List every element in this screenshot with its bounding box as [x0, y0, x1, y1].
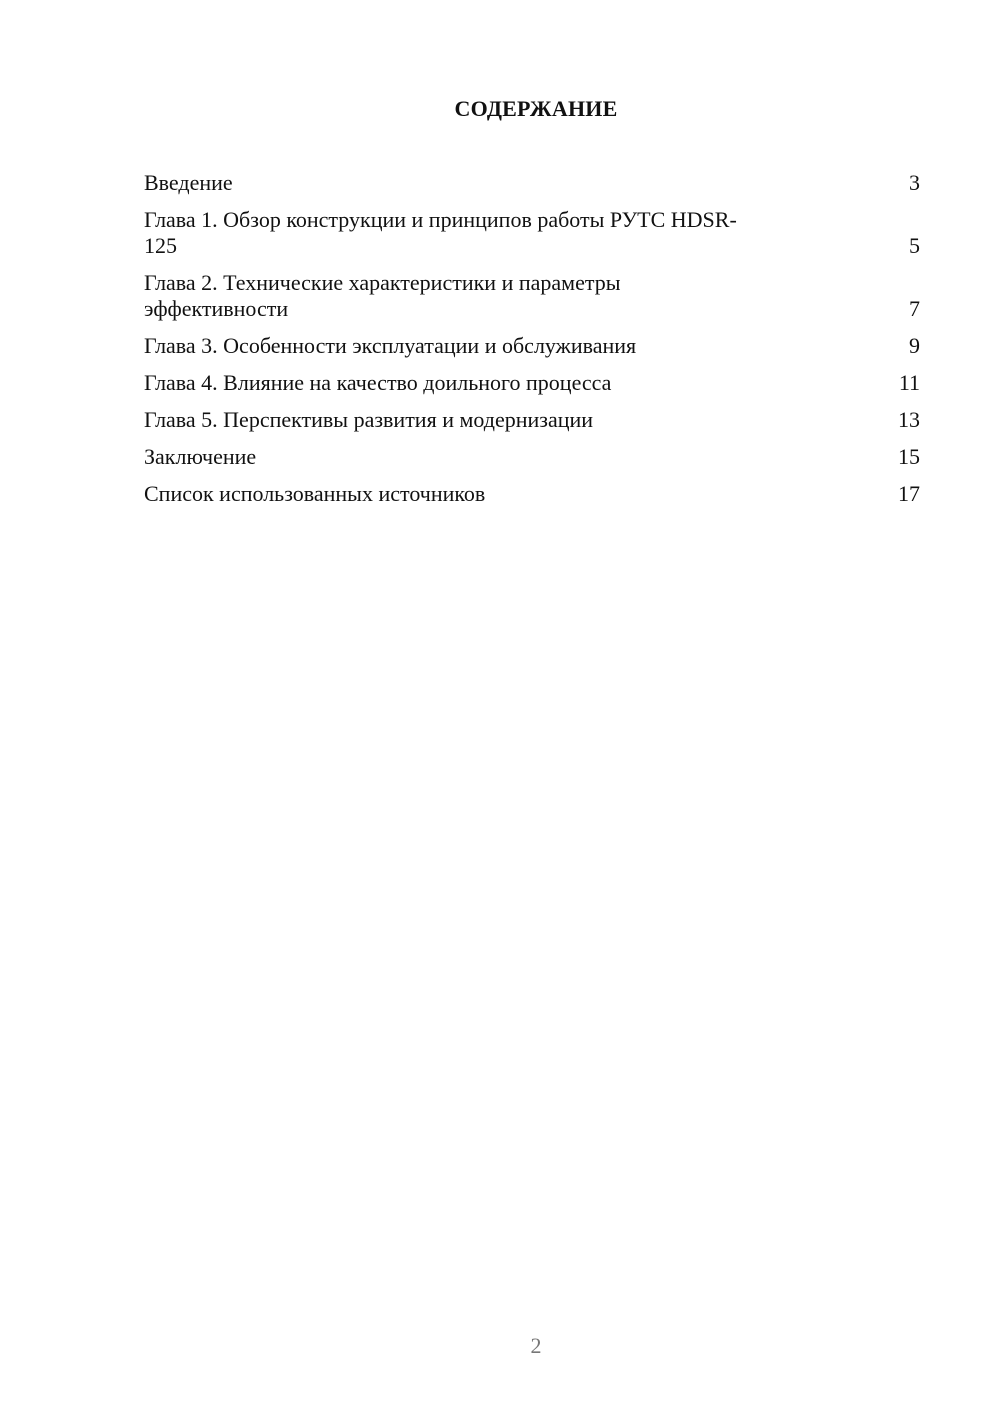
- toc-entry-page: 15: [898, 444, 920, 469]
- table-of-contents: [144, 170, 920, 518]
- toc-entry-references: [144, 481, 920, 507]
- toc-entry-page: 13: [898, 407, 920, 432]
- toc-entry-label: Глава 4. Влияние на качество доильного процесса: [144, 370, 612, 395]
- toc-entry-introduction: [144, 170, 920, 196]
- toc-entry-label: Глава 2. Технические характеристики и параметры эффективности: [144, 270, 621, 321]
- toc-entry-chapter-1: [144, 207, 920, 259]
- toc-entry-conclusion: [144, 444, 920, 470]
- toc-entry-label: Заключение: [144, 444, 257, 469]
- toc-entry-page: 5: [909, 233, 920, 258]
- page-number: 2: [530, 1333, 542, 1358]
- toc-entry-chapter-3: [144, 333, 920, 359]
- toc-entry-label: Глава 1. Обзор конструкции и принципов работы РУТС HDSR-125: [144, 207, 737, 258]
- toc-entry-page: 17: [898, 481, 920, 506]
- toc-entry-label: Введение: [144, 170, 233, 195]
- toc-entry-page: 3: [909, 170, 920, 195]
- page-title: СОДЕРЖАНИЕ: [454, 96, 618, 121]
- toc-entry-chapter-2: [144, 270, 920, 322]
- toc-entry-label: Список использованных источников: [144, 481, 486, 506]
- toc-entry-page: 11: [898, 370, 920, 395]
- toc-entry-page: 9: [909, 333, 920, 358]
- toc-entry-chapter-4: [144, 370, 920, 396]
- toc-entry-chapter-5: [144, 407, 920, 433]
- toc-entry-label: Глава 5. Перспективы развития и модернизации: [144, 407, 594, 432]
- toc-entry-label: Глава 3. Особенности эксплуатации и обслуживания: [144, 333, 637, 358]
- toc-entry-page: 7: [909, 296, 920, 321]
